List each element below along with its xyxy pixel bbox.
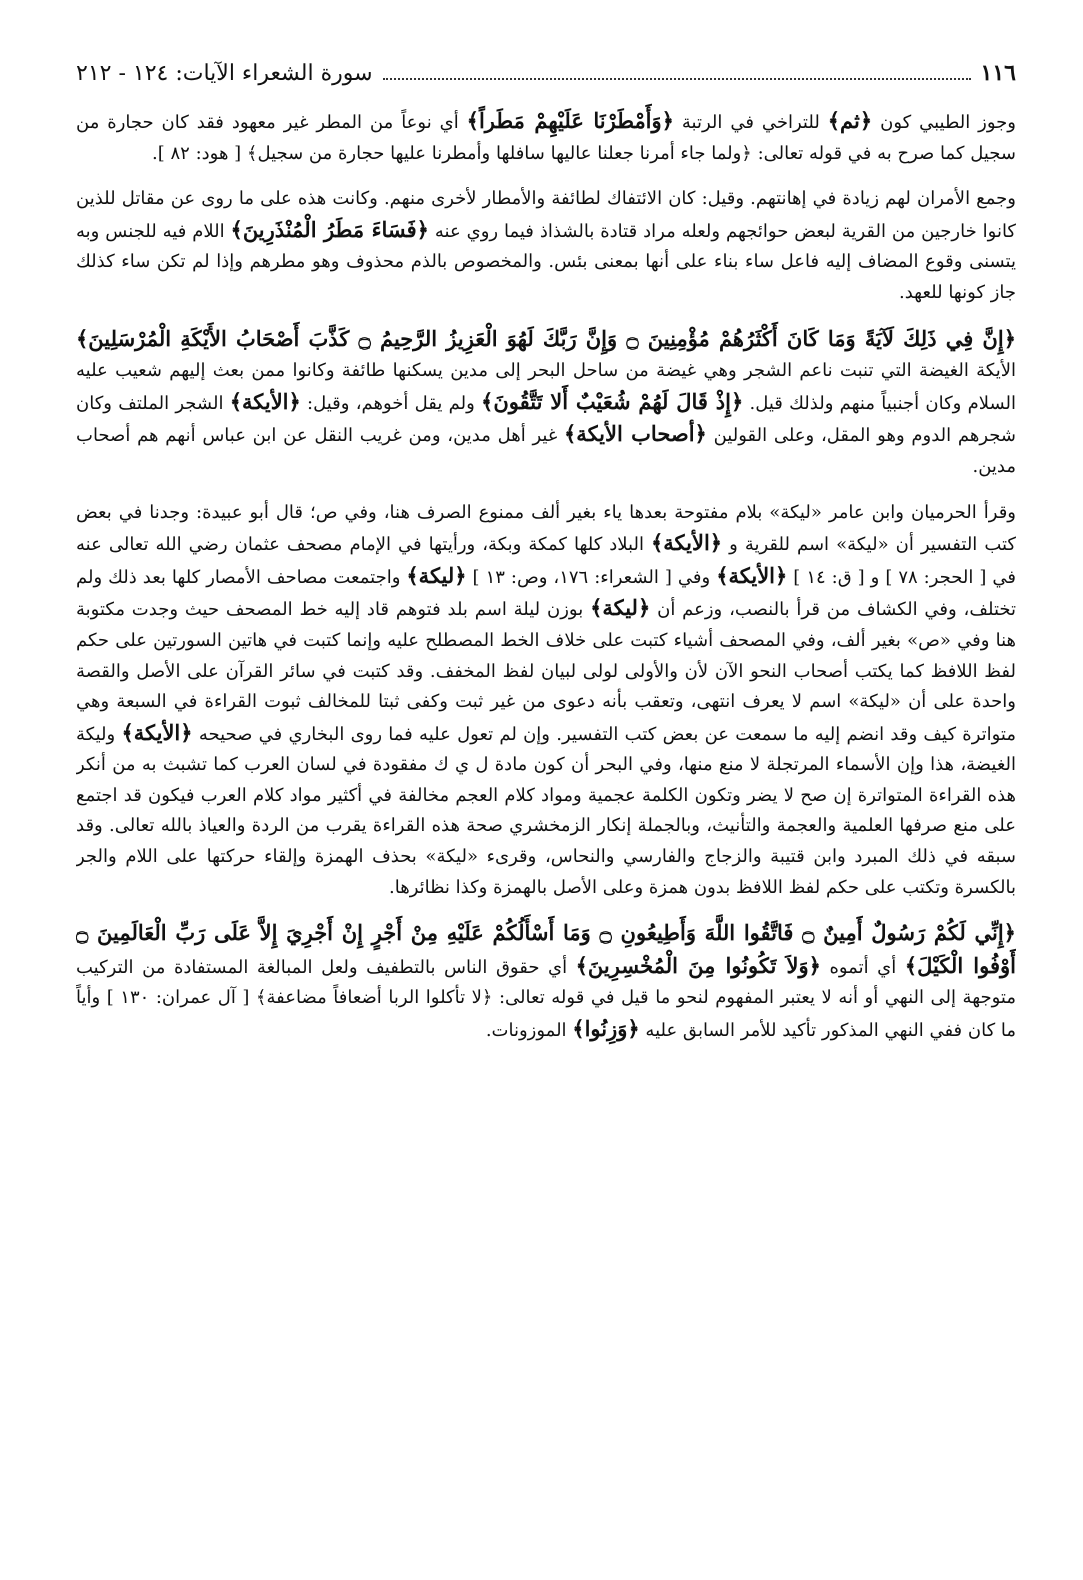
paragraph-1 [76, 106, 1016, 169]
text-run: وجوز الطيبي كون [872, 112, 1016, 133]
text-run: غير أهل مدين، ومن غريب النقل عن ابن عباس أنهم هم أصحاب مدين. [76, 425, 1016, 477]
text-run: اللام فيه للجنس وبه يتسنى وقوع المضاف إليه فاعل ساء بناء على أنها بمعنى بئس. والمخصوص بالذم محذوف وهو مطرهم وإذا لم تكن ساء كذلك جاز كونها للعهد. [76, 220, 1016, 303]
quran-quote: ﴿ليكة﴾ [590, 595, 651, 621]
quran-quote: ﴿الأيكة﴾ [121, 719, 193, 745]
quran-quote: ﴿وَلاَ تَكُونُوا مِنَ الْمُخْسِرِينَ﴾ [575, 952, 821, 978]
page-number: ١١٦ [980, 60, 1016, 86]
paragraph-2 [76, 184, 1016, 308]
quran-quote: ﴿ليكة﴾ [406, 562, 467, 588]
text-run: وفي [ الشعراء: ١٧٦، وص: ١٣ ] [466, 566, 717, 588]
paragraph-4 [76, 498, 1016, 904]
dotted-leader [383, 64, 971, 80]
quran-quote: ﴿ثم﴾ [827, 108, 873, 133]
text-run: الموزونات. [485, 1020, 573, 1042]
quran-verse: ﴿إِنِّي لَكُمْ رَسُولٌ أَمِينٌ ۝ فَاتَّقُوا اللَّهَ وَأَطِيعُونِ ۝ وَمَا أَسْأَلُكُمْ عَلَيْهِ مِنْ أَجْرٍ إِنْ أَجْرِيَ إِلاَّ عَلَى رَبِّ الْعَالَمِينَ ۝ أَوْفُوا الْكَيْلَ﴾ [76, 920, 1016, 978]
text-run: بوزن ليلة اسم بلد فتوهم قاد إليه خط المصحف حيث وجدت مكتوبة هنا وفي «ص» بغير ألف، وفي المصحف أشياء كتبت على خلاف الخط المصطلح عليه وإنما كتبت في هاتين السورتين على حكم لفظ اللافظ كما يكتب أصحاب النحو الآن لأن والأولى لولى لبيان لفظ المخفف. وقد كتبت في سائر القرآن على الأصل والقصة واحدة على أن «ليكة» اسم لا يعرف انتهى، وتعقب بأنه دعوى من غير ثبت وكفى ثبتا للمخالف ثبوت القراءة في السبعة وهي متواترة كيف وقد انضم إليه ما سمعت عن بعض كتب التفسير. وإن لم تعول عليه فما روى البخاري في صحيحه [76, 599, 1016, 745]
quran-quote: ﴿أصحاب الأيكة﴾ [564, 421, 707, 447]
text-run: للتراخي في الرتبة [673, 112, 828, 133]
text-run: الشجر الملتف وكان شجرهم الدوم وهو المقل، وعلى القولين [76, 392, 1016, 447]
quran-quote: ﴿الأيكة﴾ [716, 562, 788, 588]
quran-quote: ﴿وَزِنُوا﴾ [572, 1016, 640, 1042]
running-header [76, 60, 1016, 100]
text-run: ولم يقل أخوهم، وقيل: [300, 392, 482, 414]
quran-quote: ﴿إِذْ قَالَ لَهُمْ شُعَيْبٌ أَلا تَتَّقُونَ﴾ [481, 388, 744, 414]
text-run: البلاد كلها كمكة وبكة، ورأيتها في الإمام مصحف عثمان رضي الله تعالى عنه في [ الحجر: ٧٨ ] و [ ق: ١٤ ] [76, 534, 1016, 588]
quran-verse: ﴿إِنَّ فِي ذَلِكَ لَآيَةً وَمَا كَانَ أَكْثَرُهُمْ مُؤْمِنِينَ ۝ وَإِنَّ رَبَّكَ لَهُوَ الْعَزِيزُ الرَّحِيمُ ۝ كَذَّبَ أَصْحَابُ الأَيْكَةِ الْمُرْسَلِينَ﴾ [76, 325, 1016, 351]
quran-quote: ﴿فَسَاءَ مَطَرُ الْمُنْذَرِينَ﴾ [230, 216, 429, 242]
text-run: الأيكة الغيضة التي تنبت ناعم الشجر وهي غيضة من ساحل البحر إلى مدين يسكنها طائفة وكانوا ممن بعث إليهم شعيب عليه السلام وكان أجنبياً منهم ولذلك قيل. [76, 360, 1016, 414]
quran-quote: ﴿الأيكة﴾ [229, 388, 301, 414]
text-run: وليكة الغيضة، هذا وإن الأسماء المرتجلة لا منع منها، وفي البحر أن كون مادة ل ي ك مفقودة في لسان العرب كما تشبث به من أنكر هذه القراءة المتواترة إن صح لا يضر وتكون الكلمة عجمية ومواد كلام العجم مخالفة في أكثير مواد كلام العرب فيكون قد اجتمع على منع صرفها العلمية والعجمة والتأنيث، وبالجملة إنكار الزمخشري صحة هذه القراءة يقرب من الردة والعياذ بالله تعالى. وقد سبقه في ذلك المبرد وابن قتيبة والزجاج والفارسي والنحاس، وقرىء «ليكة» بحذف الهمزة وإلقاء حركتها على اللام والجر بالكسرة وتكتب على حكم لفظ اللافظ بدون همزة وعلى الأصل بالهمزة وكذا نظائرها. [76, 723, 1016, 898]
text-run: أي نوعاً من المطر غير معهود فقد كان حجارة من سجيل كما صرح به في قوله تعالى: ﴿ولما جاء أمرنا جعلنا عاليها سافلها وأمطرنا عليها حجارة من سجيل﴾ [ هود: ٨٢ ]. [76, 112, 1016, 164]
text-run: أي حقوق الناس بالتطفيف ولعل المبالغة المستفادة من التركيب متوجهة إلى النهي أو أنه لا يعتبر المفهوم لنحو ما قيل في قوله تعالى: ﴿لا تأكلوا الربا أضعافاً مضاعفة﴾ [ آل عمران: ١٣٠ ] وأياً ما كان ففي النهي المذكور تأكيد للأمر السابق عليه [76, 956, 1016, 1042]
text-run: واجتمعت مصاحف الأمصار كلها بعد ذلك ولم تختلف، وفي الكشاف من قرأ بالنصب، وزعم أن [76, 566, 1016, 621]
book-page [76, 60, 1016, 1550]
running-title: سورة الشعراء الآيات: ١٢٤ - ٢١٢ [76, 61, 373, 86]
text-run: أي أتموه [820, 956, 905, 978]
text-run: وقرأ الحرميان وابن عامر «ليكة» بلام مفتوحة بعدها ياء بغير ألف ممنوع الصرف هنا، وفي ص؛ قال أبو عبيدة: وجدنا في بعض كتب التفسير أن «ليكة» اسم للقرية و [76, 501, 1016, 556]
paragraph-3 [76, 324, 1016, 483]
quran-quote: ﴿وَأَمْطَرْنَا عَلَيْهِمْ مَطَراً﴾ [466, 108, 674, 133]
paragraph-5 [76, 918, 1016, 1046]
quran-quote: ﴿الأيكة﴾ [650, 530, 723, 556]
text-run: وجمع الأمران لهم زيادة في إهانتهم. وقيل: كان الائتفاك لطائفة والأمطار لأخرى منهم. وكانت هذه على ما روى عن مقاتل للذين كانوا خارجين من القرية لبعض حوائجهم ولعله مراد قتادة بالشذاذ فيما روي عنه [76, 188, 1016, 242]
